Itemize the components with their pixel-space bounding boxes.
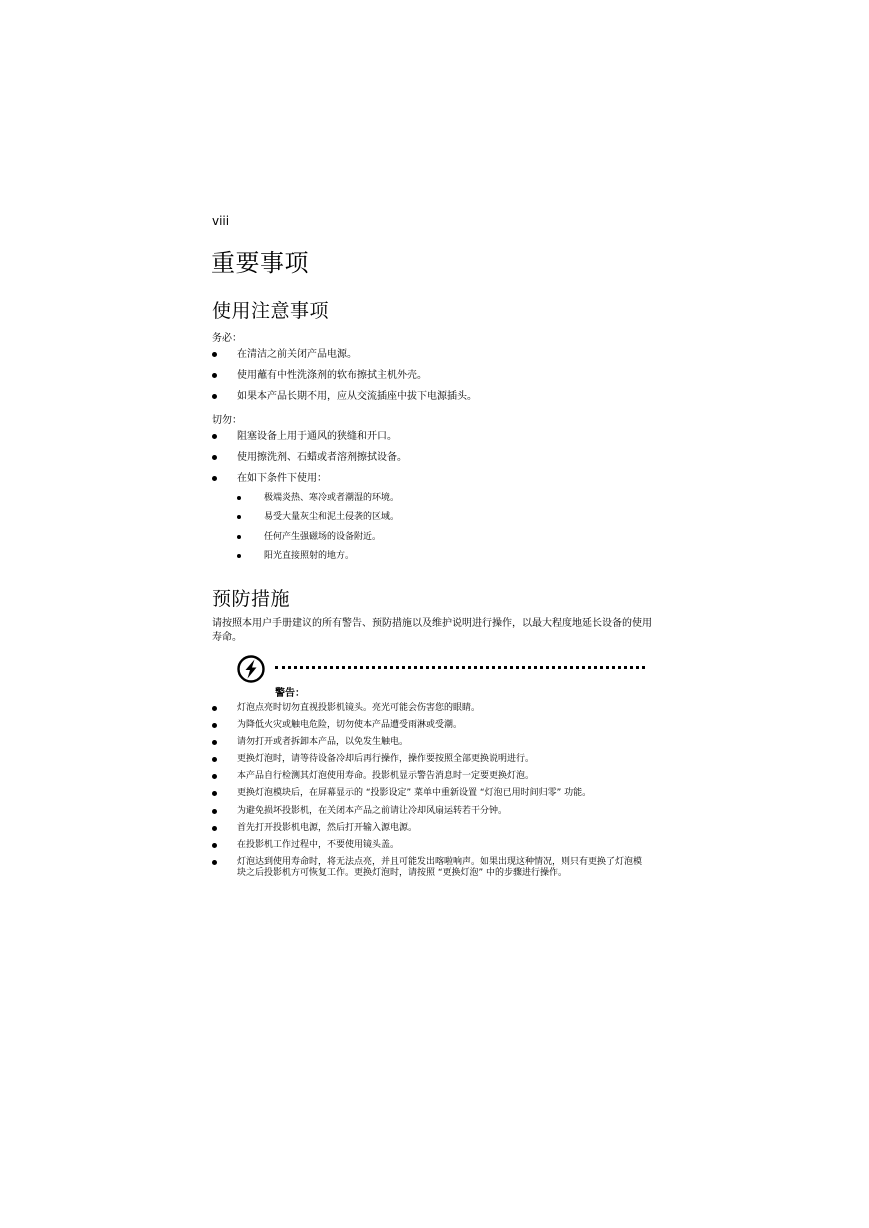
list-item: 更换灯泡模块后，在屏幕显示的 “投影设定” 菜单中重新设置 “灯泡已用时间归零” 功能。	[212, 788, 637, 800]
lightning-warning-icon	[237, 655, 265, 683]
precautions-intro: 请按照本用户手册建议的所有警告、预防措施以及维护说明进行操作，以最大程度地延长设备的使用寿命。	[212, 618, 652, 643]
list-item: 更换灯泡时，请等待设备冷却后再行操作，操作要按照全部更换说明进行。	[212, 754, 652, 766]
list-item: 灯泡点亮时切勿直视投影机镜头。亮光可能会伤害您的眼睛。	[212, 703, 652, 715]
list-item: 在清洁之前关闭产品电源。	[212, 349, 652, 370]
warning-divider	[275, 666, 645, 669]
precautions-heading: 预防措施	[212, 588, 291, 610]
conditions-list	[237, 493, 637, 571]
must-label: 务必：	[212, 333, 242, 344]
list-item: 如果本产品长期不用，应从交流插座中拔下电源插头。	[212, 391, 652, 412]
list-item: 首先打开投影机电源，然后打开输入源电源。	[212, 823, 652, 835]
list-item: 任何产生强磁场的设备附近。	[237, 532, 637, 551]
list-item: 为降低火灾或触电危险，切勿使本产品遭受雨淋或受潮。	[212, 720, 652, 732]
list-item: 使用擦洗剂、石蜡或者溶剂擦拭设备。	[212, 452, 652, 473]
page-number: viii	[212, 214, 230, 228]
list-item: 在如下条件下使用：	[212, 473, 652, 494]
warnings-list	[212, 703, 652, 885]
list-item: 灯泡达到使用寿命时，将无法点亮，并且可能发出喀啦响声。如果出现这种情况，则只有更换了灯泡模块之后投影机方可恢复工作。更换灯泡时，请按照 “更换灯泡” 中的步骤进行操作。	[212, 857, 642, 880]
list-item: 阳光直接照射的地方。	[237, 551, 637, 570]
list-item: 本产品自行检测其灯泡使用寿命。投影机显示警告消息时一定要更换灯泡。	[212, 771, 652, 783]
list-item: 极端炎热、寒冷或者潮湿的环境。	[237, 493, 637, 512]
list-item: 易受大量灰尘和泥土侵袭的区域。	[237, 512, 637, 531]
care-heading: 使用注意事项	[212, 300, 330, 322]
list-item: 请勿打开或者拆卸本产品，以免发生触电。	[212, 737, 652, 749]
dont-list	[212, 431, 652, 494]
dont-label: 切勿：	[212, 415, 242, 426]
list-item: 为避免损坏投影机，在关闭本产品之前请让冷却风扇运转若干分钟。	[212, 806, 652, 818]
warning-label: 警告：	[275, 688, 305, 699]
must-list	[212, 349, 652, 412]
list-item: 阻塞设备上用于通风的狭缝和开口。	[212, 431, 652, 452]
list-item: 使用蘸有中性洗涤剂的软布擦拭主机外壳。	[212, 370, 652, 391]
page-title: 重要事项	[211, 249, 309, 277]
list-item: 在投影机工作过程中，不要使用镜头盖。	[212, 840, 652, 852]
